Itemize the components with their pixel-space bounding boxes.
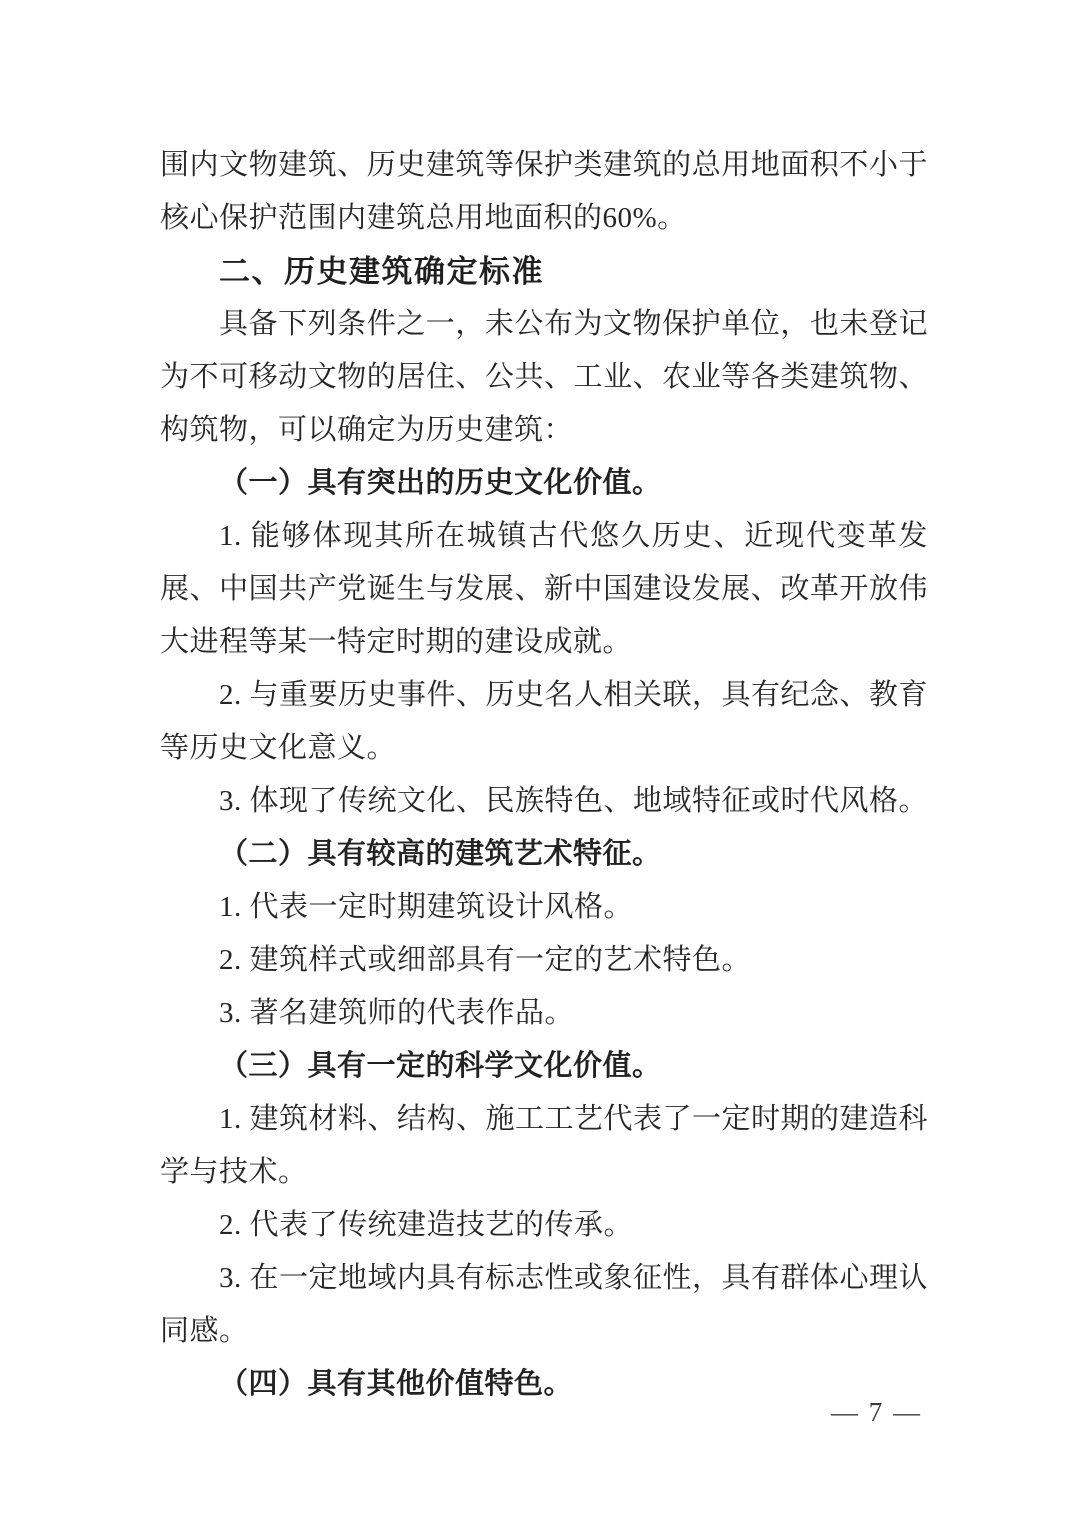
document-body (160, 139, 928, 1411)
text-line: 1. 代表一定时期建筑设计风格。 (219, 891, 634, 923)
text-line: 构筑物，可以确定为历史建筑： (160, 414, 574, 446)
text-line: 为不可移动文物的居住、公共、工业、农业等各类建筑物、 (160, 361, 928, 393)
text-line: 等历史文化意义。 (160, 732, 397, 764)
text-line: 具备下列条件之一，未公布为文物保护单位，也未登记 (219, 308, 928, 340)
clause-heading: （四）具有其他价值特色。 (219, 1368, 574, 1400)
text-line: 核心保护范围内建筑总用地面积的60%。 (160, 202, 687, 234)
clause-heading: （一）具有突出的历史文化价值。 (219, 467, 662, 499)
text-line: 1. 能够体现其所在城镇古代悠久历史、近现代变革发 (219, 520, 928, 552)
text-line: 同感。 (160, 1315, 249, 1347)
text-line: 3. 体现了传统文化、民族特色、地域特征或时代风格。 (219, 785, 929, 817)
text-line: 2. 与重要历史事件、历史名人相关联，具有纪念、教育 (219, 679, 929, 711)
clause-heading: （三）具有一定的科学文化价值。 (219, 1050, 662, 1082)
clause-heading: （二）具有较高的建筑艺术特征。 (219, 838, 662, 870)
page-number: — 7 — (831, 1397, 922, 1427)
section-heading: 二、历史建筑确定标准 (219, 254, 544, 289)
text-line: 学与技术。 (160, 1156, 308, 1188)
text-line: 3. 在一定地域内具有标志性或象征性，具有群体心理认 (219, 1262, 929, 1294)
text-line: 1. 建筑材料、结构、施工工艺代表了一定时期的建造科 (219, 1103, 929, 1135)
text-line: 围内文物建筑、历史建筑等保护类建筑的总用地面积不小于 (160, 149, 928, 181)
text-line: 2. 代表了传统建造技艺的传承。 (219, 1209, 634, 1241)
text-line: 大进程等某一特定时期的建设成就。 (160, 626, 633, 658)
text-line: 3. 著名建筑师的代表作品。 (219, 997, 575, 1029)
text-line: 2. 建筑样式或细部具有一定的艺术特色。 (219, 944, 752, 976)
text-line: 展、中国共产党诞生与发展、新中国建设发展、改革开放伟 (160, 573, 928, 605)
